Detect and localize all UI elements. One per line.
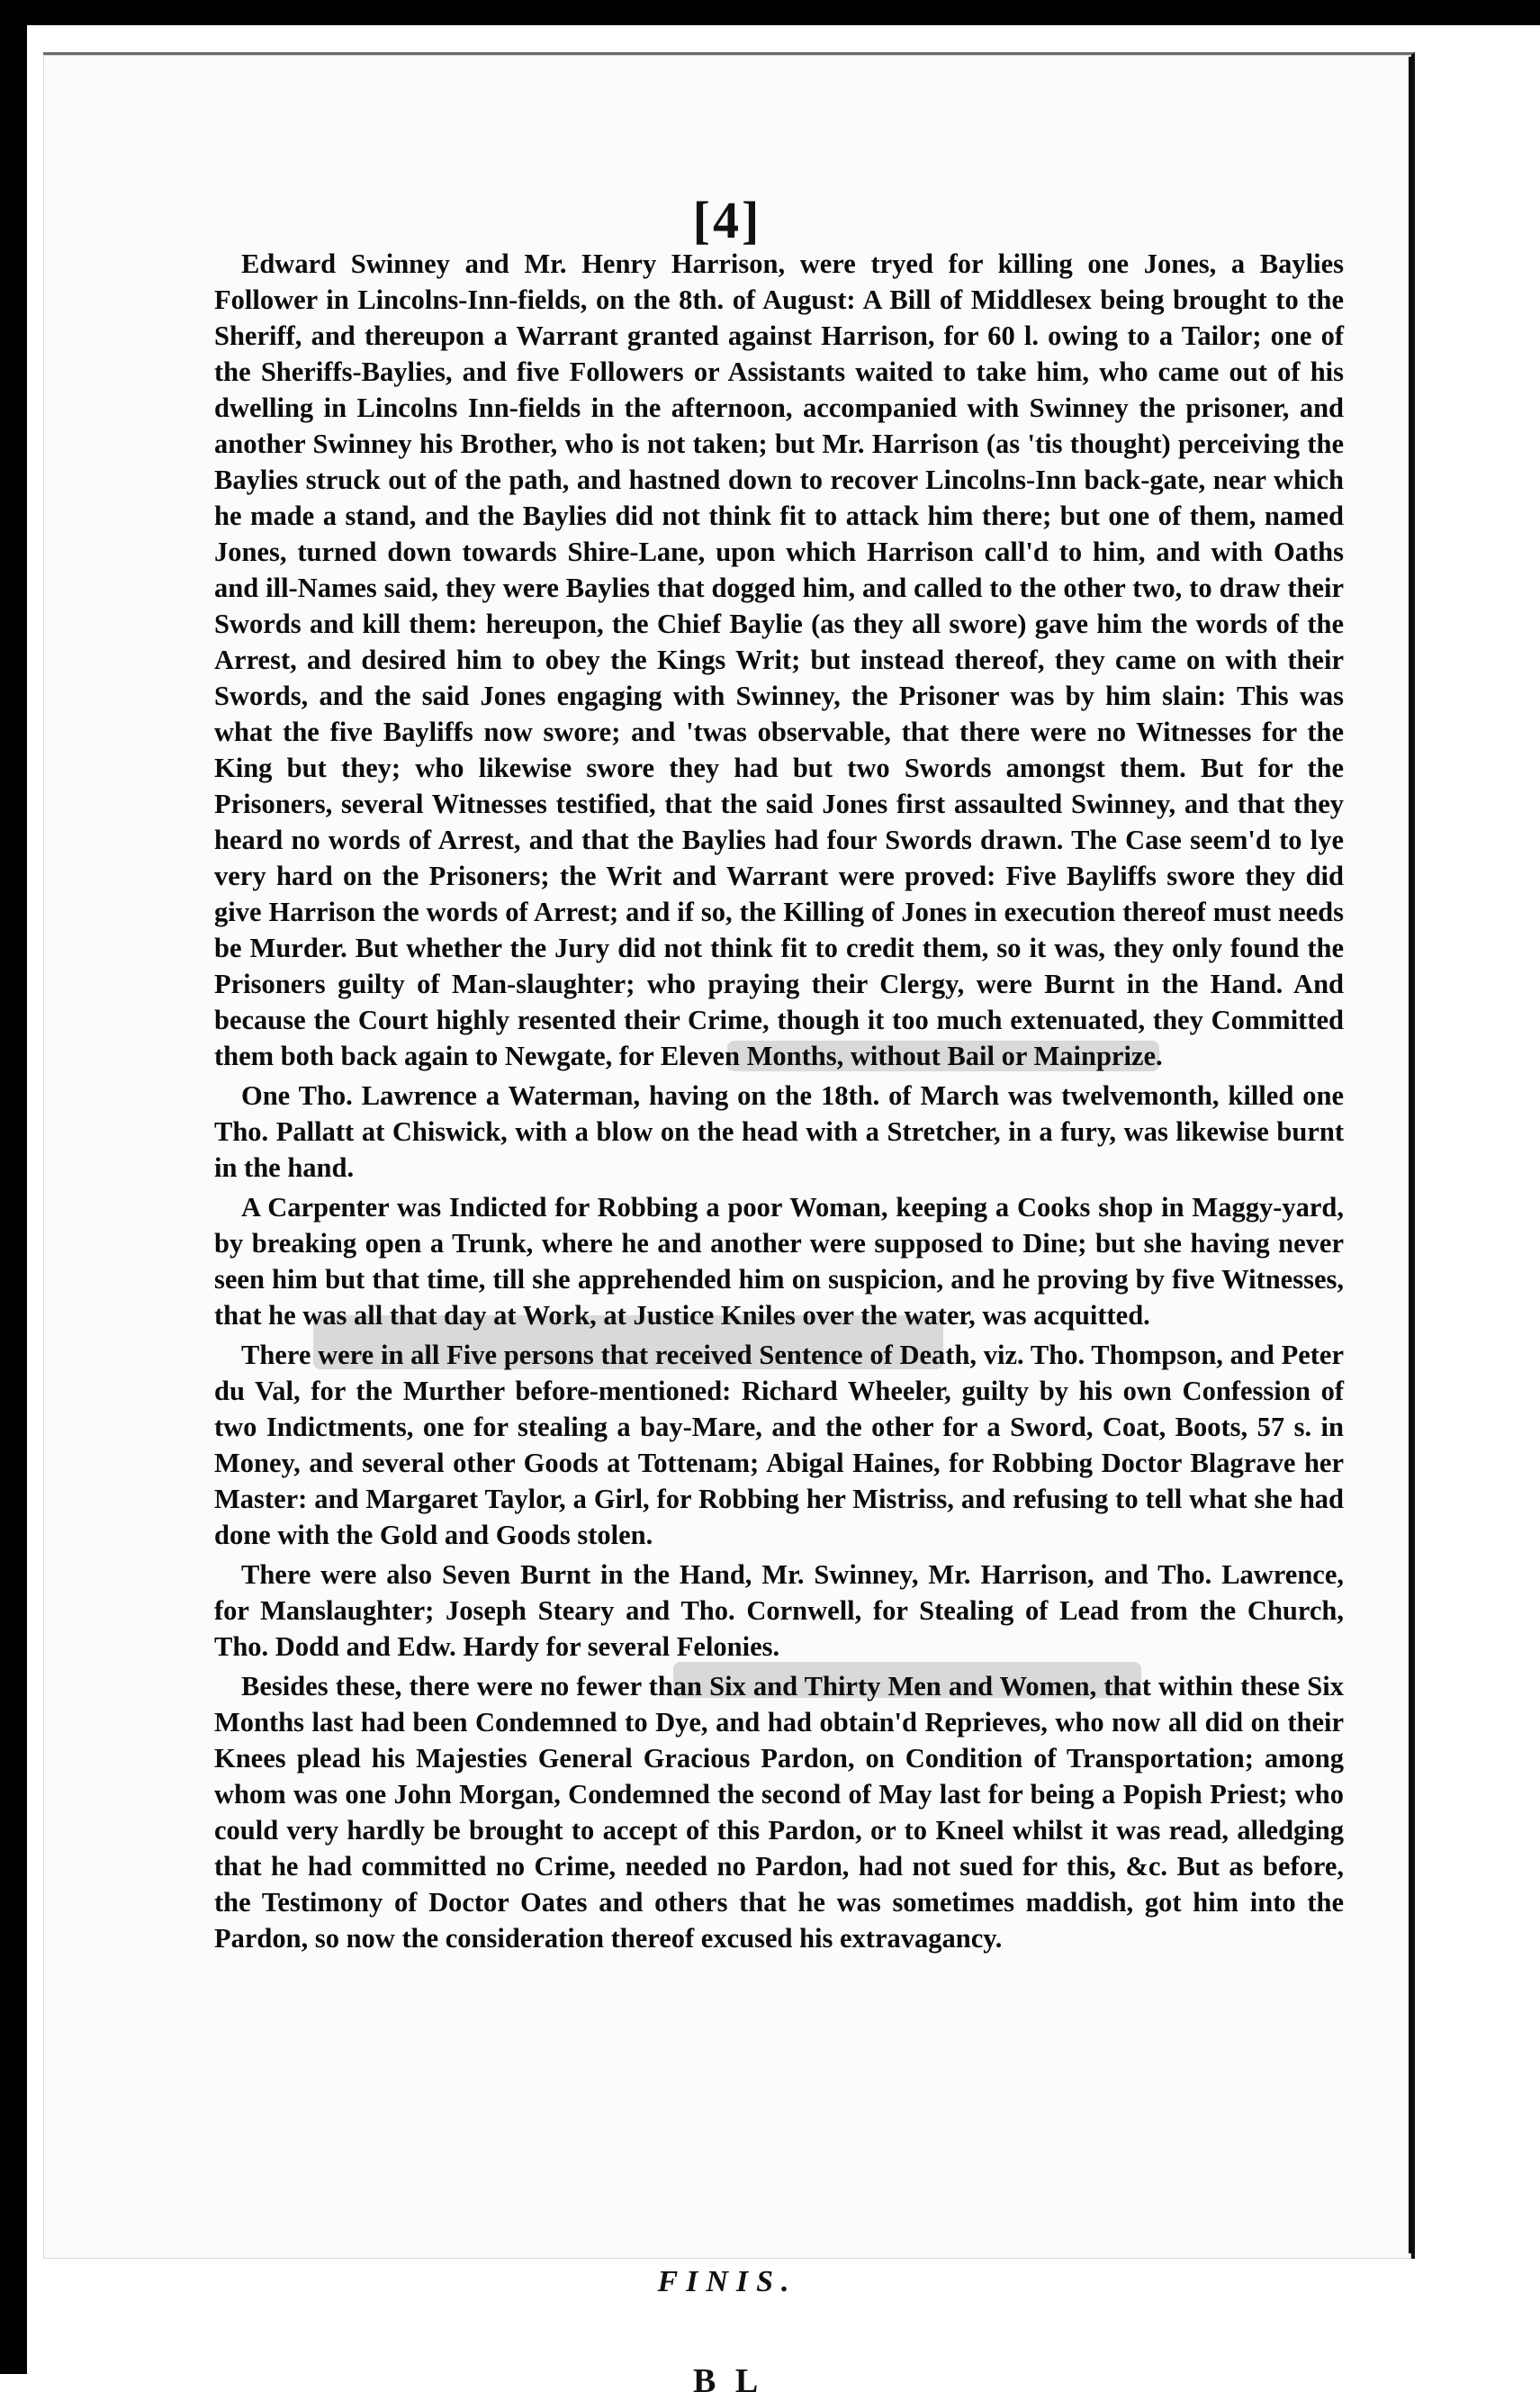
paragraph: Edward Swinney and Mr. Henry Harrison, were tryed for killing one Jones, a Baylies Follower in Lincolns-Inn-fields, on the 8th. of August: A Bill of Middlesex being brought to the Sheriff, and thereupon a Warrant granted against Harrison, for 60 l. owing to a Tailor; one of the Sheriffs-Baylies, and five Followers or Assistants waited to take him, who came out of his dwelling in Lincolns Inn-fields in the afternoon, accompanied with Swinney the prisoner, and another Swinney his Brother, who is not taken; but Mr. Harrison (as 'tis thought) perceiving the Baylies struck out of the path, and hastned down to recover Lincolns-Inn back-gate, near which he made a stand, and the Baylies did not think fit to attack him there; but one of them, named Jones, turned down towards Shire-Lane, upon which Harrison call'd to him, and with Oaths and ill-Names said, they were Baylies that dogged him, and called to the other two, to draw their Swords and kill them: hereupon, the Chief Baylie (as they all swore) gave him the words of the Arrest, and desired him to obey the Kings Writ; but instead thereof, they came on with their Swords, and the said Jones engaging with Swinney, the Prisoner was by him slain: This was what the five Bayliffs now swore; and 'twas observable, that there were no Witnesses for the King but they; who likewise swore they had but two Swords amongst them. But for the Prisoners, several Witnesses testified, that the said Jones first assaulted Swinney, and that they heard no words of Arrest, and that the Baylies had four Swords drawn. The Case seem'd to lye very hard on the Prisoners; the Writ and Warrant were proved: Five Bayliffs swore they did give Harrison the words of Arrest; and if so, the Killing of Jones in execution thereof must needs be Murder. But whether the Jury did not think fit to credit them, so it was, they only found the Prisoners guilty of Man-slaughter; who praying their Clergy, were Burnt in the Hand. And because the Court highly resented their Crime, though it too much extenuated, they Committed them both back again to Newgate, for Eleven Months, without Bail or Mainprize. [214,248,1344,1071]
document-body [214,246,1344,1960]
scan-left-border [0,25,27,2374]
finis-heading: FINIS. [657,2265,797,2298]
paragraph: A Carpenter was Indicted for Robbing a poor Woman, keeping a Cooks shop in Maggy-yard, by breaking open a Trunk, where he and another were supposed to Dine; but she having never seen him but that time, till she apprehended him on suspicion, and he proving by five Witnesses, that he was all that day at Work, at Justice Kniles over the water, was acquitted. [214,1192,1344,1331]
scan-top-border [0,0,1540,25]
paragraph: Besides these, there were no fewer than Six and Thirty Men and Women, that within these Six Months last had been Condemned to Dye, and had obtain'd Reprieves, who now all did on their Knees plead his Majesties General Gracious Pardon, on Condition of Transportation; among whom was one John Morgan, Condemned the second of May last for being a Popish Priest; who could very hardly be brought to accept of this Pardon, or to Kneel whilst it was read, alledging that he had committed no Crime, needed no Pardon, had not sued for this, &c. But as before, the Testimony of Doctor Oates and others that he was sometimes maddish, got him into the Pardon, so now the consideration thereof excused his extravagancy. [214,1671,1344,1954]
paragraph: There were also Seven Burnt in the Hand, Mr. Swinney, Mr. Harrison, and Tho. Lawrence, for Manslaughter; Joseph Steary and Tho. Cornwell, for Stealing of Lead from the Church, Tho. Dodd and Edw. Hardy for several Felonies. [214,1559,1344,1662]
scan-frame [0,25,1540,2400]
paragraph: There were in all Five persons that received Sentence of Death, viz. Tho. Thompson, and Peter du Val, for the Murther before-mentioned: Richard Wheeler, guilty by his own Confession of two Indictments, one for stealing a bay-Mare, and the other for a Sword, Coat, Boots, 57 s. in Money, and several other Goods at Tottenam; Abigal Haines, for Robbing Doctor Blagrave her Master: and Margaret Taylor, a Girl, for Robbing her Mistriss, and refusing to tell what she had done with the Gold and Goods stolen. [214,1340,1344,1550]
scan-right-edge [1409,57,1415,2253]
page-number: [4] [692,191,762,249]
paragraph: One Tho. Lawrence a Waterman, having on the 18th. of March was twelvemonth, killed one Tho. Pallatt at Chiswick, with a blow on the head with a Stretcher, in a fury, was likewise burnt in the hand. [214,1080,1344,1183]
document-page [43,52,1415,2298]
library-stamp: B L [693,2362,764,2400]
